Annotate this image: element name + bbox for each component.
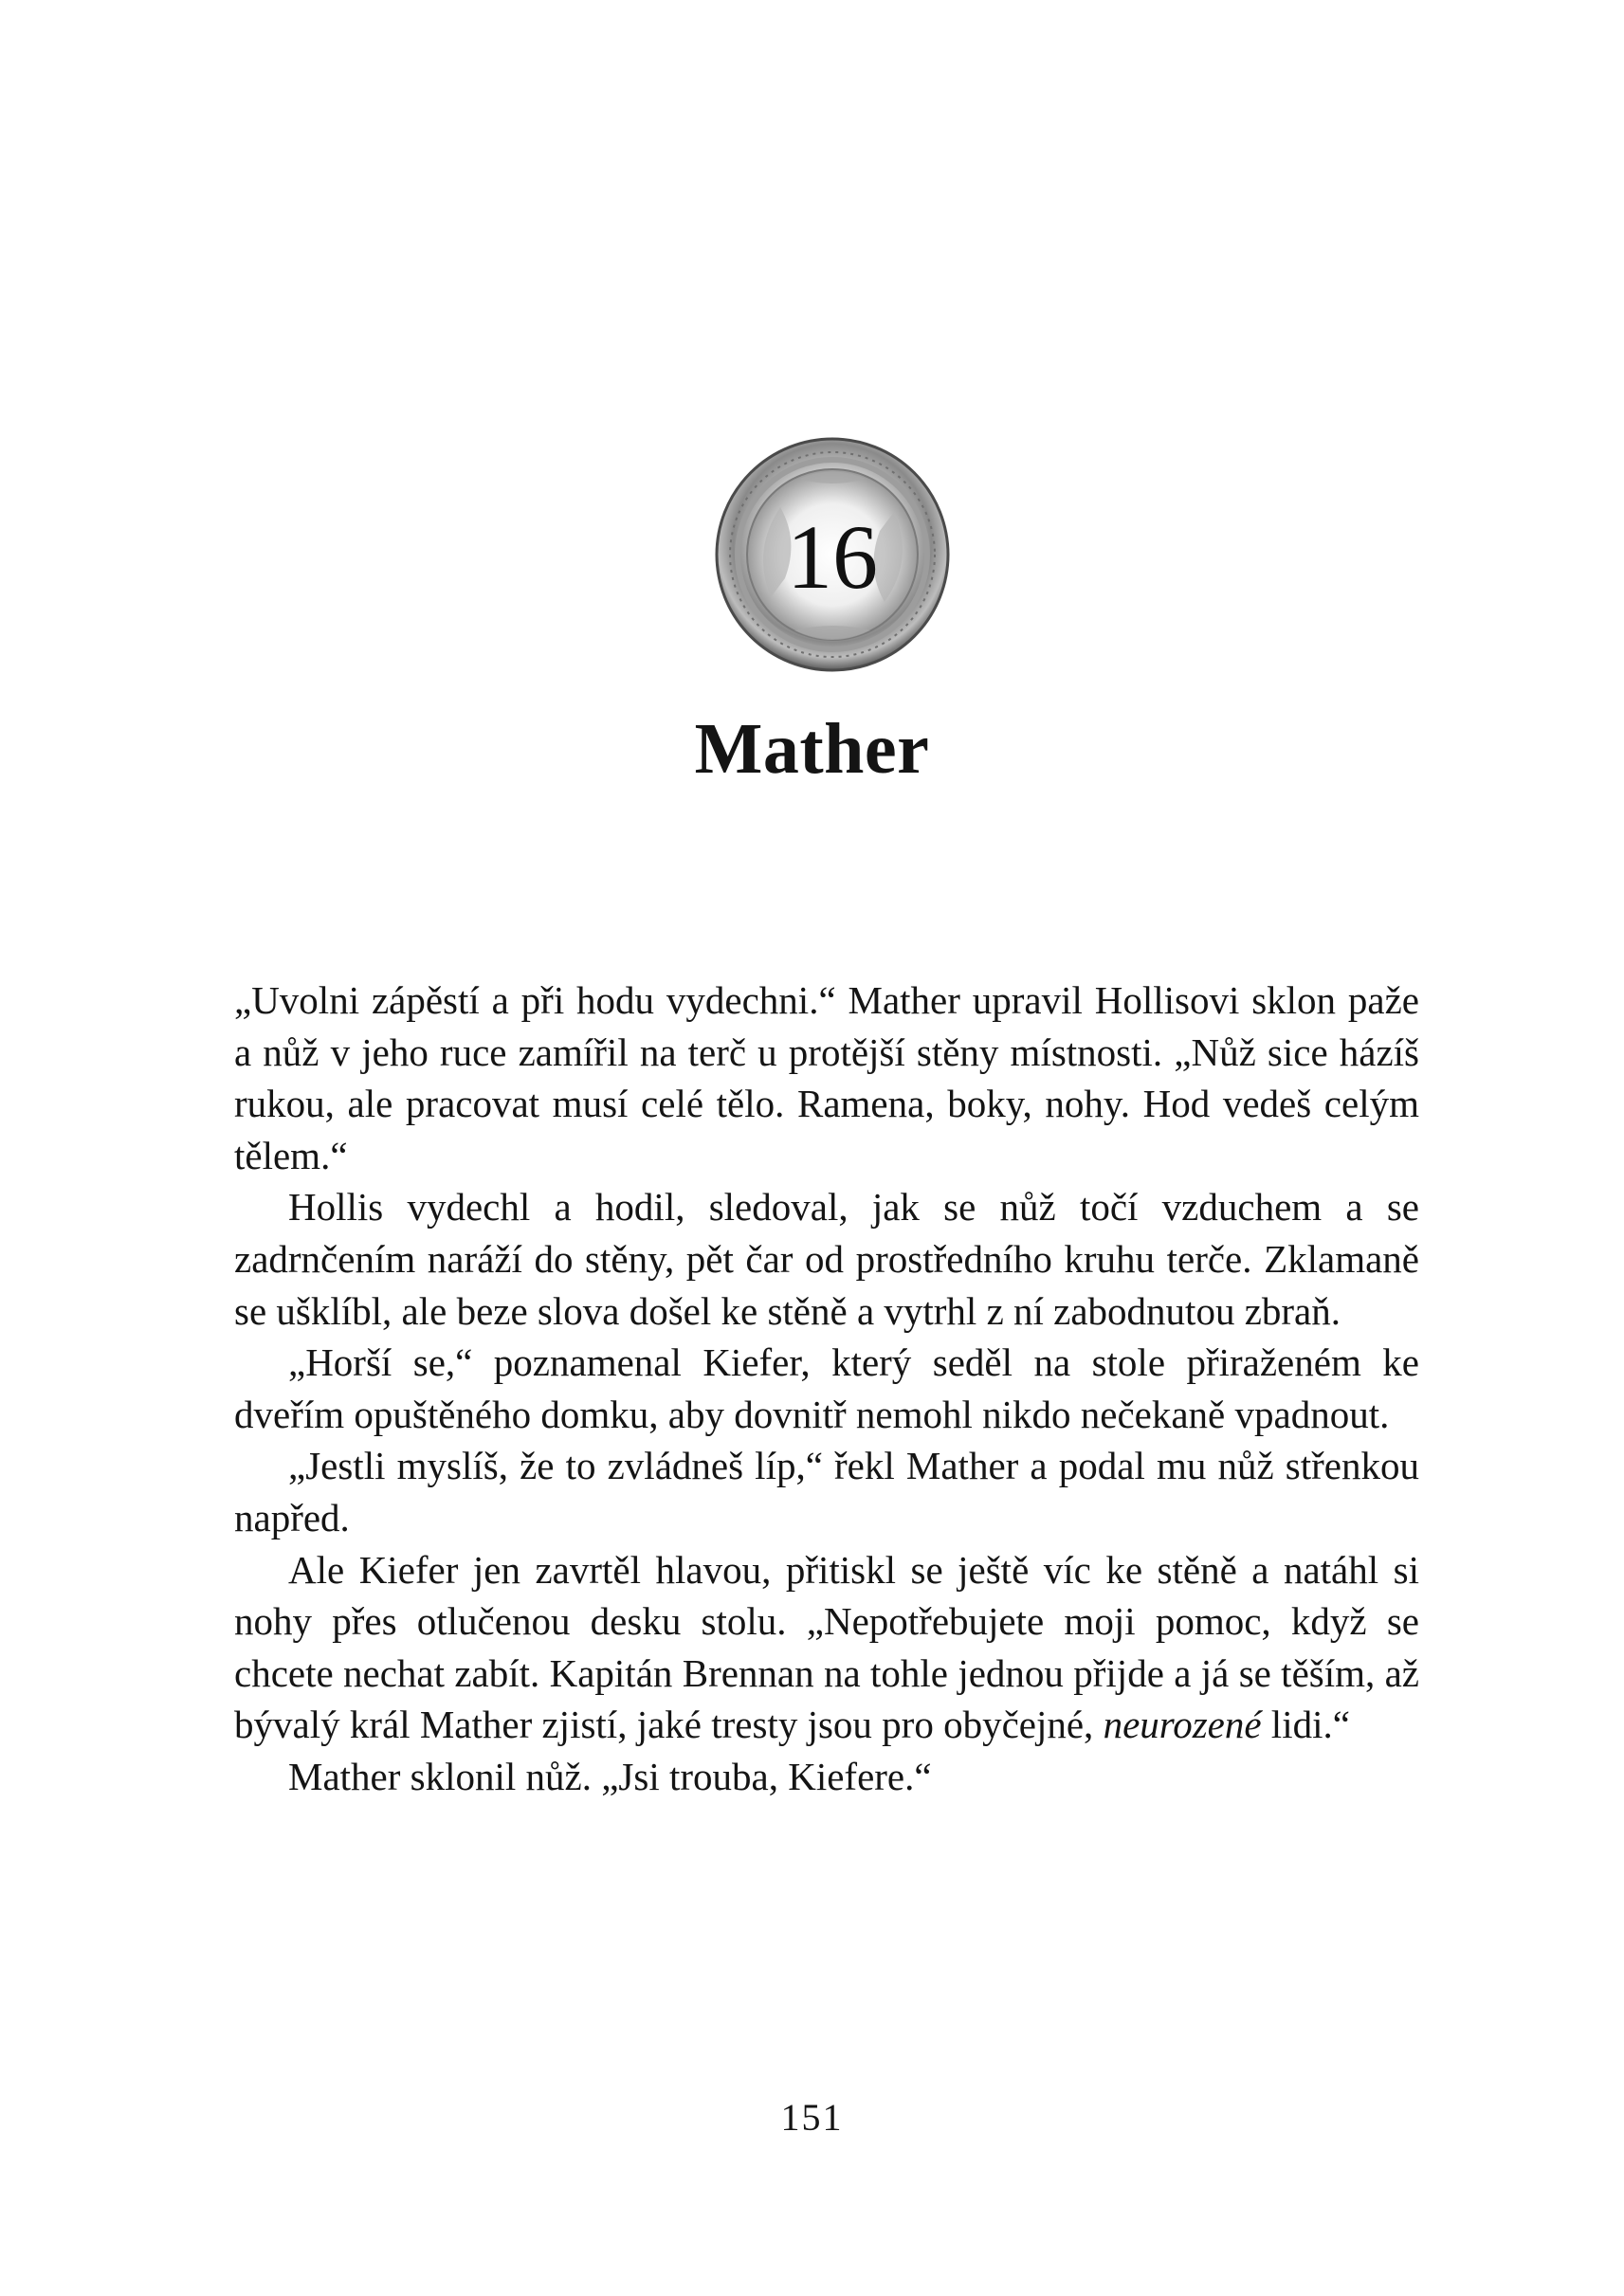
paragraph-1: „Uvolni zápěstí a při hodu vydechni.“ Mather upravil Hollisovi sklon paže a nůž v jeho ruce zamířil na terč u protější stěny místnosti. „Nůž sice házíš rukou, ale pracovat musí celé tělo. Ramena, boky, nohy. Hod vedeš celým tělem.“ [234,978,1419,1177]
paragraph-5-italic: neurozené [1103,1703,1262,1747]
paragraph-5 [234,1544,1419,1751]
paragraph-3: „Horší se,“ poznamenal Kiefer, který seděl na stole přiraženém ke dveřím opuštěného domku, aby dovnitř nemohl nikdo nečekaně vpadnout. [234,1340,1419,1436]
paragraph-5-text-after: lidi.“ [1261,1703,1350,1747]
chapter-title: Mather [694,709,930,789]
body-text [234,975,1419,1803]
paragraph-6: Mather sklonil nůž. „Jsi trouba, Kiefere.“ [288,1754,932,1798]
paragraph-2: Hollis vydechl a hodil, sledoval, jak se nůž točí vzduchem a se zadrnčením naráží do stěny, pět čar od prostředního kruhu terče. Zklamaně se ušklíbl, ale beze slova došel ke stěně a vytrhl z ní zabodnutou zbraň. [234,1185,1419,1333]
chapter-number: 16 [787,506,878,608]
ornate-ring-icon [714,436,951,673]
paragraph-5-text-before: Ale Kiefer jen zavrtěl hlavou, přitiskl se ještě víc ke stěně a natáhl si nohy přes otlučenou desku stolu. „Nepotřebujete moji pomoc, když se chcete nechat zabít. Kapitán Brennan na tohle jednou přijde a já se těším, až bývalý král Mather zjistí, jaké tresty jsou pro obyčejné, [234,1547,1419,1747]
chapter-emblem [714,436,951,673]
paragraph-4: „Jestli myslíš, že to zvládneš líp,“ řekl Mather a podal mu nůž střenkou napřed. [234,1444,1419,1540]
page-number: 151 [780,2096,844,2139]
